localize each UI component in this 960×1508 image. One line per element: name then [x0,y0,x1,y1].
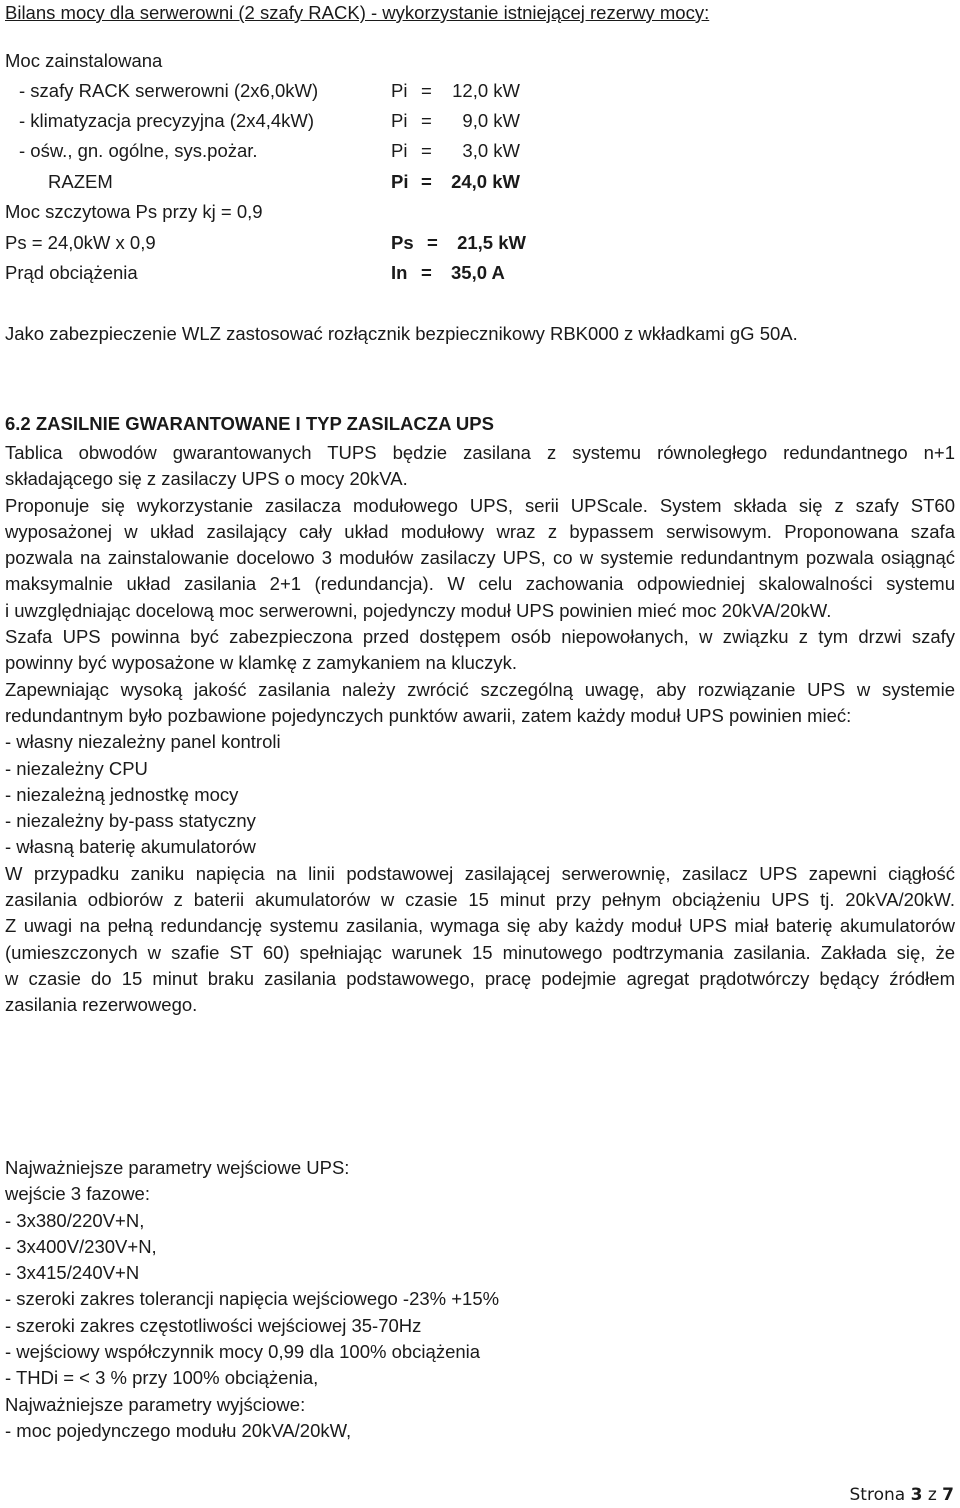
section-number: 6.2 [5,413,31,434]
body-line: Z uwagi na pełną redundancję systemu zasilania, wymaga się aby każdy moduł UPS miał baterię akumulatorów [5,915,955,937]
body-line: Tablica obwodów gwarantowanych TUPS będzie zasilana z systemu równoległego redundantnego n+1 [5,442,955,463]
body-line: Proponuje się wykorzystanie zasilacza modułowego UPS, serii UPScale. System składa się z szafy ST60 [5,494,955,516]
power-total-label: RAZEM [48,171,113,192]
power-total-row [5,171,955,197]
list-item: - moc pojedynczego modułu 20kVA/20kW, [5,1419,352,1441]
power-row-label: - szafy RACK serwerowni (2x6,0kW) [19,80,319,101]
list-item: - szeroki zakres tolerancji napięcia wejściowego -23% +15% [5,1288,500,1310]
list-item: - niezależny by-pass statyczny [5,810,256,832]
current-page: 3 [910,1485,923,1505]
demand-row-label: Ps = 24,0kW x 0,9 [5,232,156,253]
params-heading: Najważniejsze parametry wyjściowe: [5,1393,306,1415]
body-line: Szafa UPS powinna być zabezpieczona przed dostępem osób niepowołanych, w związku z tym drzwi szafy [5,626,955,648]
body-line: W przypadku zaniku napięcia na linii podstawowej zasilającej serwerownię, zasilacz UPS zapewni ciągłość [5,862,955,884]
body-line: wyposażonej w układ zasilający cały układ modułowy wraz z bypassem serwisowym. Proponowana szafa [5,520,955,542]
demand-row-symbol: Ps [391,232,414,253]
body-line: i uwzględniając docelową moc serwerowni, pojedynczy moduł UPS powinien mieć moc 20kVA/20kW. [5,599,832,621]
ups-parameters [5,1155,955,1444]
body-line: w czasie do 15 minut braku zasilania podstawowego, pracę podejmie agregat prądotwórczy będący źródłem [5,967,955,989]
list-item: - szeroki zakres częstotliwości wejściowej 35-70Hz [5,1314,422,1336]
list-item: - 3x415/240V+N [5,1262,140,1284]
list-item: - 3x380/220V+N, [5,1209,145,1231]
power-total-value: 24,0 kW [451,171,520,192]
current-row [5,262,955,288]
power-row [5,110,955,136]
current-row-equals: = [421,262,432,283]
power-total-equals: = [421,171,432,192]
body-line: (umieszczonych w szafie ST 60) spełniając warunek 15 minutowego podtrzymania zasilania. Zakłada się, że [5,941,955,963]
list-item: wejście 3 fazowe: [5,1183,150,1205]
power-row-label: - ośw., gn. ogólne, sys.pożar. [19,140,258,161]
body-line: Zapewniając wysoką jakość zasilania należy zwrócić szczególną uwagę, aby rozwiązanie UPS w systemie [5,678,955,700]
power-row-equals: = [421,140,432,161]
list-item: - wejściowy współczynnik mocy 0,99 dla 100% obciążenia [5,1341,481,1363]
protection-text: Jako zabezpieczenie WLZ zastosować rozłącznik bezpiecznikowy RBK000 z wkładkami gG 50A. [5,323,798,344]
power-row-equals: = [421,80,432,101]
power-row-label: - klimatyzacja precyzyjna (2x4,4kW) [19,110,315,131]
list-item: - niezależny CPU [5,757,148,779]
power-row-symbol: Pi [391,80,408,101]
current-row-label: Prąd obciążenia [5,262,138,283]
power-row [5,140,955,166]
demand-heading: Moc szczytowa Ps przy kj = 0,9 [5,201,263,222]
power-row-value: 12,0 kW [452,80,520,101]
section-heading [5,413,494,437]
demand-row-value: 21,5 kW [457,232,526,253]
power-row [5,80,955,106]
power-row-symbol: Pi [391,110,408,131]
section-title: ZASILNIE GWARANTOWANE I TYP ZASILACZA UPS [35,413,494,434]
body-line: pozwala na zainstalowanie docelowo 3 modułów zasilaczy UPS, co w systemie redundantnym pozwala osiągnąć [5,547,955,569]
list-item: - THDi = < 3 % przy 100% obciążenia, [5,1367,319,1389]
body-line: składającego się z zasilaczy UPS o mocy 20kVA. [5,468,408,490]
list-item: - 3x400V/230V+N, [5,1235,157,1257]
page-prefix: Strona [849,1485,911,1505]
power-row-equals: = [421,110,432,131]
power-row-value: 9,0 kW [462,110,520,131]
power-total-symbol: Pi [391,171,409,192]
total-pages: 7 [942,1485,954,1505]
current-row-symbol: In [391,262,408,283]
installed-heading: Moc zainstalowana [5,50,163,71]
list-item: - niezależną jednostkę mocy [5,783,239,805]
page-title: Bilans mocy dla serwerowni (2 szafy RACK) - wykorzystanie istniejącej rezerwy mocy: [5,2,710,23]
page-separator: z [922,1485,943,1505]
power-row-value: 3,0 kW [462,140,520,161]
body-line: zasilania rezerwowego. [5,994,198,1016]
body-line: powinny być wyposażone w klamkę z zamykaniem na kluczyk. [5,652,518,674]
power-row-symbol: Pi [391,140,408,161]
body-line: redundantnym było pozbawione pojedynczych punktów awarii, zatem każdy moduł UPS powinien mieć: [5,704,852,726]
list-item: - własny niezależny panel kontroli [5,731,281,753]
current-row-value: 35,0 A [451,262,505,283]
section-body [5,440,955,1019]
list-item: - własną baterię akumulatorów [5,836,256,858]
params-heading: Najważniejsze parametry wejściowe UPS: [5,1157,350,1178]
page-number [850,1485,955,1505]
demand-row [5,232,955,258]
body-line: zasilania odbiorów z baterii akumulatorów w czasie 15 minut przy pełnym obciążeniu UPS tj. 20kVA/20kW. [5,889,955,911]
demand-row-equals: = [427,232,438,253]
body-line: maksymalnie układ zasilania 2+1 (redundancja). W celu zachowania odpowiedniej skalowalności systemu [5,573,955,595]
